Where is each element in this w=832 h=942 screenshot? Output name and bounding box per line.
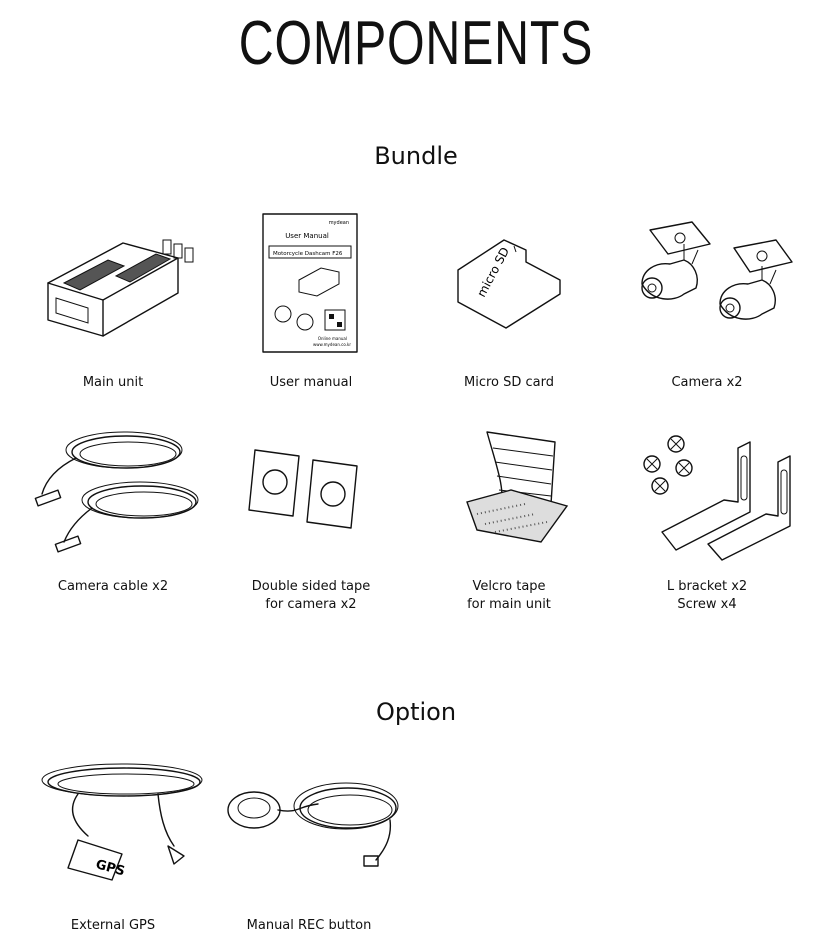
caption-external-gps: External GPS <box>70 918 156 933</box>
caption-velcro-line2: for main unit <box>467 597 551 612</box>
manual-brand: mydean <box>328 220 349 226</box>
l-bracket-icon <box>614 428 804 560</box>
caption-bracket-line2: Screw x4 <box>677 597 737 612</box>
manual-footer1: Online manual <box>317 336 347 341</box>
caption-micro-sd: Micro SD card <box>464 375 554 390</box>
caption-camera-cable: Camera cable x2 <box>57 579 169 594</box>
caption-tape-line1: Double sided tape <box>251 579 371 594</box>
caption-double-sided-tape <box>216 578 406 614</box>
manual-title: User Manual <box>285 232 329 240</box>
caption-velcro-line1: Velcro tape <box>472 579 546 594</box>
caption-tape-line2: for camera x2 <box>265 597 357 612</box>
camera-icon <box>612 222 802 342</box>
caption-camera: Camera x2 <box>671 375 743 390</box>
rec-button-icon <box>218 770 408 880</box>
manual-footer2: www.mydean.co.kr <box>312 342 351 347</box>
velcro-tape-icon <box>420 428 610 548</box>
double-sided-tape-icon <box>216 446 406 536</box>
caption-velcro-tape <box>414 578 604 614</box>
page-title: COMPONENTS <box>238 9 594 78</box>
caption-bracket-line1: L bracket x2 <box>666 579 748 594</box>
caption-l-bracket <box>612 578 802 614</box>
micro-sd-card-icon <box>414 238 604 338</box>
caption-user-manual: User manual <box>269 375 353 390</box>
caption-main-unit: Main unit <box>82 375 144 390</box>
bundle-heading: Bundle <box>374 142 458 170</box>
external-gps-icon <box>28 760 218 890</box>
sd-label: micro SD <box>474 244 513 300</box>
gps-badge: GPS <box>93 857 127 880</box>
caption-rec-button: Manual REC button <box>246 918 372 933</box>
option-heading: Option <box>375 698 457 726</box>
main-unit-icon <box>18 228 208 348</box>
user-manual-icon <box>214 214 404 354</box>
camera-cable-icon <box>16 428 206 560</box>
manual-product: Motorcycle Dashcam F26 <box>273 251 343 257</box>
